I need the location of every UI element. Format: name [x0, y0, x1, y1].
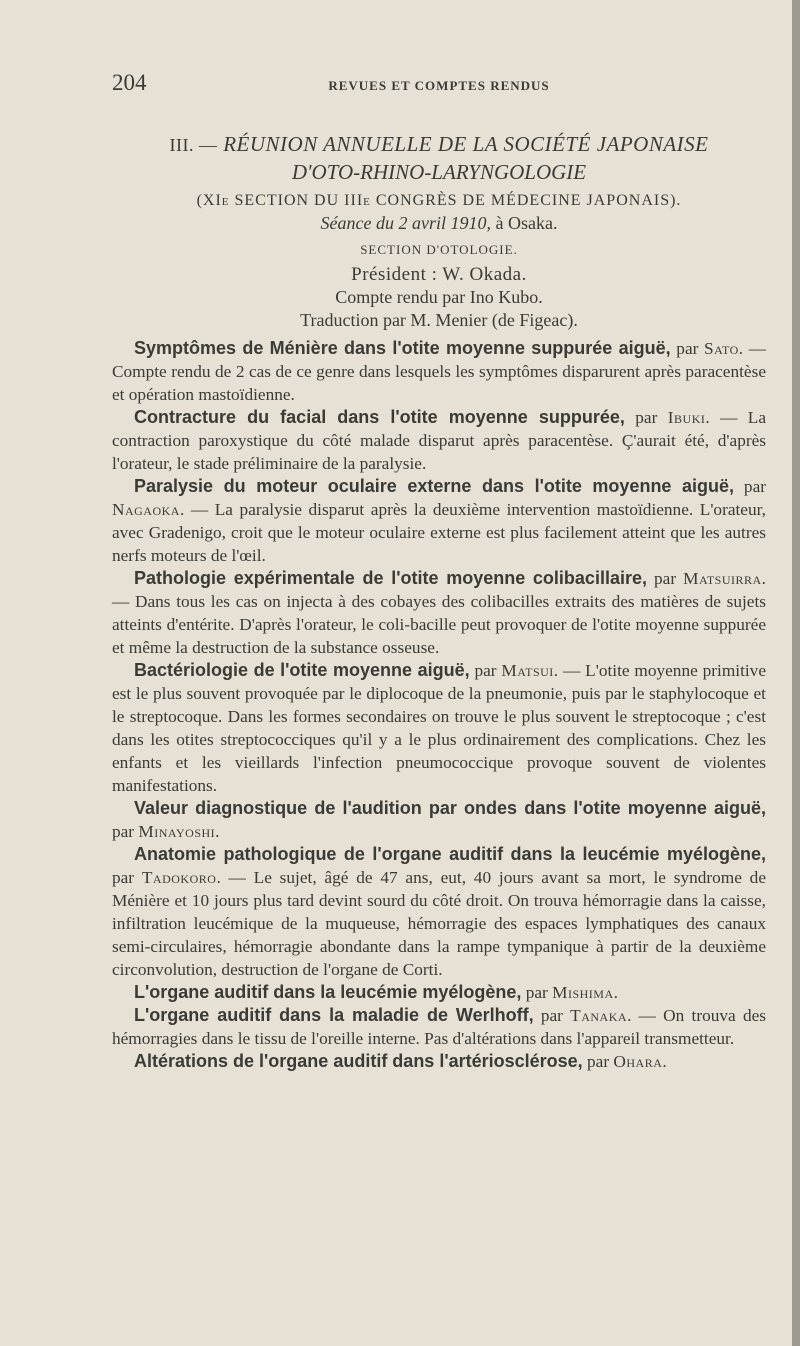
entry-par: par — [582, 1052, 614, 1071]
entry-text: . — L'otite moyenne primitive est le plus souvent provoquée par le diplocoque de la pneumonie, puis par le staphylocoque et le streptocoque. Dans les formes secondaires on trouve le plus souvent le streptocoque ; c'est dans les otites streptococciques qu'il y a le plus ordinairement des complications. Chez les enfants et les vieillards l'infection pneumococcique provoque souvent de violentes manifestations. — [112, 661, 766, 795]
heading-session — [112, 213, 766, 234]
entry — [112, 981, 766, 1004]
entry-text: . — Le sujet, âgé de 47 ans, eut, 40 jours avant sa mort, le syndrome de Ménière et 10 jours plus tard devint sourd du côté droit. On trouva hémorragie dans la caisse, infiltration leucémique de la muqueuse, hémorragie des espaces lymphatiques des canaux semi-circulaires, hémorragie abondante dans la rampe tympanique à partir de la deuxième circonvolution, destruction de l'organe de Corti. — [112, 868, 766, 979]
entry-text: . — Compte rendu de 2 cas de ce genre dans lesquels les symptômes disparurent après paracentèse et opération mastoïdienne. — [112, 339, 766, 404]
heading-section: SECTION D'OTOLOGIE. — [360, 242, 518, 257]
heading-line-1 — [112, 132, 766, 157]
entry-title: Contracture du facial dans l'otite moyenne suppurée, — [134, 407, 625, 427]
entry-text: . — [215, 822, 220, 841]
heading-line-2: D'OTO-RHINO-LARYNGOLOGIE — [291, 160, 587, 184]
entry-par: par — [469, 661, 502, 680]
entry-author: Tadokoro — [141, 868, 217, 887]
entry-text: . — Dans tous les cas on injecta à des cobayes des colibacilles extraits des matières de sujets atteints d'entérite. D'après l'orateur, le coli-bacille peut provoquer de l'otite moyenne suppurée et même la destruction de la substance osseuse. — [112, 569, 766, 657]
entry-title: Bactériologie de l'otite moyenne aiguë, — [134, 660, 470, 680]
entry-title: Anatomie pathologique de l'organe auditif dans la leucémie myélogène, — [134, 844, 766, 864]
entry-author: Sato — [704, 339, 739, 358]
entry-title: Valeur diagnostique de l'audition par ondes dans l'otite moyenne aiguë, — [134, 798, 766, 818]
entry-title: Pathologie expérimentale de l'otite moyenne colibacillaire, — [134, 568, 647, 588]
entry-par: par — [533, 1006, 571, 1025]
entry-par: par — [112, 822, 139, 841]
entry-text: . — [662, 1052, 667, 1071]
entry-par: par — [646, 569, 684, 588]
page-edge — [792, 0, 800, 1346]
entry — [112, 337, 766, 406]
entry-par: par — [521, 983, 553, 1002]
entry-author: Mishima — [552, 983, 614, 1002]
entry-author: Tanaka — [570, 1006, 628, 1025]
heading-number: III. — — [169, 135, 218, 155]
entry-author: Nagaoka — [112, 500, 180, 519]
entry-author: Minayoshi — [138, 822, 216, 841]
entry-par: par — [112, 868, 142, 887]
session-date: Séance du 2 avril 1910, — [320, 213, 491, 233]
entry-title: Paralysie du moteur oculaire externe dans l'otite moyenne aiguë, — [134, 476, 735, 496]
article-body — [112, 337, 766, 1073]
entry-title: Altérations de l'organe auditif dans l'artériosclérose, — [134, 1051, 583, 1071]
entry-text: . — La paralysie disparut après la deuxième intervention mastoïdienne. L'orateur, avec Gradenigo, croit que le moteur oculaire externe est plus facilement atteint que les autres nerfs moteurs de l'œil. — [112, 500, 766, 565]
entry — [112, 406, 766, 475]
heading-congress: (XIe SECTION DU IIIe CONGRÈS DE MÉDECINE JAPONAIS). — [196, 192, 682, 209]
entry-text: . — On trouva des hémorragies dans le tissu de l'oreille interne. Pas d'altérations dans l'appareil transmetteur. — [112, 1006, 766, 1048]
entry-author: Matsuirra — [683, 569, 762, 588]
session-place: à Osaka. — [495, 213, 558, 233]
entry-par: par — [670, 339, 705, 358]
entry-title: L'organe auditif dans la leucémie myélogène, — [134, 982, 522, 1002]
page-number: 204 — [112, 70, 147, 95]
entry-title: L'organe auditif dans la maladie de Werlhoff, — [134, 1005, 534, 1025]
entry — [112, 475, 766, 567]
entry-par: par — [624, 408, 668, 427]
running-title: REVUES ET COMPTES RENDUS — [328, 78, 550, 93]
entry — [112, 1004, 766, 1050]
heading-translation: Traduction par M. Menier (de Figeac). — [300, 310, 578, 330]
entry-author: Ibuki — [667, 408, 706, 427]
entry-author: Matsui — [501, 661, 554, 680]
entry — [112, 1050, 766, 1073]
entry-par: par — [734, 477, 766, 496]
entry-author: Ohara — [613, 1052, 663, 1071]
entry — [112, 659, 766, 797]
entry — [112, 797, 766, 843]
entry-text: . — [613, 983, 618, 1002]
heading-reporter: Compte rendu par Ino Kubo. — [335, 287, 543, 307]
heading-title: RÉUNION ANNUELLE DE LA SOCIÉTÉ JAPONAISE — [223, 132, 709, 156]
entry-title: Symptômes de Ménière dans l'otite moyenne suppurée aiguë, — [134, 338, 671, 358]
heading-president: Président : W. Okada. — [351, 264, 527, 285]
running-head — [112, 70, 766, 102]
entry — [112, 567, 766, 659]
entry-text: . — La contraction paroxystique du côté malade disparut après paracentèse. Ç'aurait été, d'après l'orateur, le stade préliminaire de la paralysie. — [112, 408, 766, 473]
entry — [112, 843, 766, 981]
